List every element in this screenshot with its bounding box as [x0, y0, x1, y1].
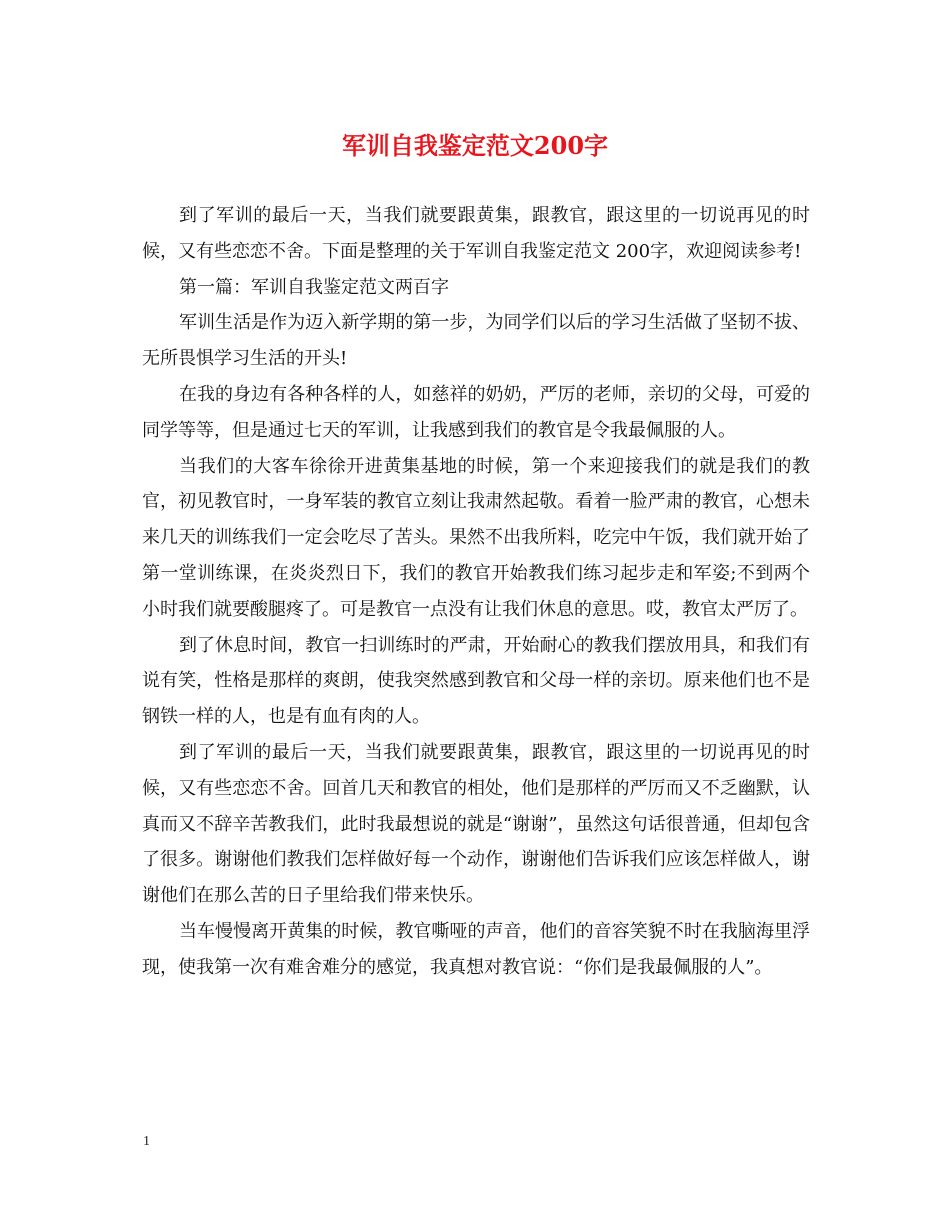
paragraph-section-heading: 第一篇：军训自我鉴定范文两百字: [179, 276, 449, 298]
paragraph: 到了军训的最后一天，当我们就要跟黄集，跟教官，跟这里的一切说再见的时候，又有些恋恋不舍。回首几天和教官的相处，他们是那样的严厉而又不乏幽默，认真而又不辞辛苦教我们，此时我最想说的就是“谢谢”，虽然这句话很普通，但却包含了很多。谢谢他们教我们怎样做好每一个动作，谢谢他们告诉我们应该怎样做人，谢谢他们在那么苦的日子里给我们带来快乐。: [142, 741, 810, 907]
paragraph: 到了休息时间，教官一扫训练时的严肃，开始耐心的教我们摆放用具，和我们有说有笑，性格是那样的爽朗，使我突然感到教官和父母一样的亲切。原来他们也不是钢铁一样的人，也是有血有肉的人。: [142, 634, 810, 728]
page-number: 1: [143, 1134, 150, 1149]
paragraph: 当我们的大客车徐徐开进黄集基地的时候，第一个来迎接我们的就是我们的教官，初见教官时，一身军装的教官立刻让我肃然起敬。看着一脸严肃的教官，心想未来几天的训练我们一定会吃尽了苦头。果然不出我所料，吃完中午饭，我们就开始了第一堂训练课，在炎炎烈日下，我们的教官开始教我们练习起步走和军姿;不到两个小时我们就要酸腿疼了。可是教官一点没有让我们休息的意思。哎，教官太严厉了。: [142, 455, 810, 620]
document-title: 军训自我鉴定范文200字: [341, 131, 609, 160]
paragraph: 当车慢慢离开黄集的时候，教官嘶哑的声音，他们的音容笑貌不时在我脑海里浮现，使我第一次有难舍难分的感觉，我真想对教官说：“你们是我最佩服的人”。: [142, 920, 810, 978]
paragraph: 军训生活是作为迈入新学期的第一步，为同学们以后的学习生活做了坚韧不拔、无所畏惧学习生活的开头!: [142, 312, 810, 370]
document-body: [142, 198, 810, 986]
paragraph-intro: 到了军训的最后一天，当我们就要跟黄集，跟教官，跟这里的一切说再见的时候，又有些恋恋不舍。下面是整理的关于军训自我鉴定范文 200字，欢迎阅读参考!: [142, 205, 810, 262]
paragraph: 在我的身边有各种各样的人，如慈祥的奶奶，严厉的老师，亲切的父母，可爱的同学等等，但是通过七天的军训，让我感到我们的教官是令我最佩服的人。: [142, 383, 810, 441]
